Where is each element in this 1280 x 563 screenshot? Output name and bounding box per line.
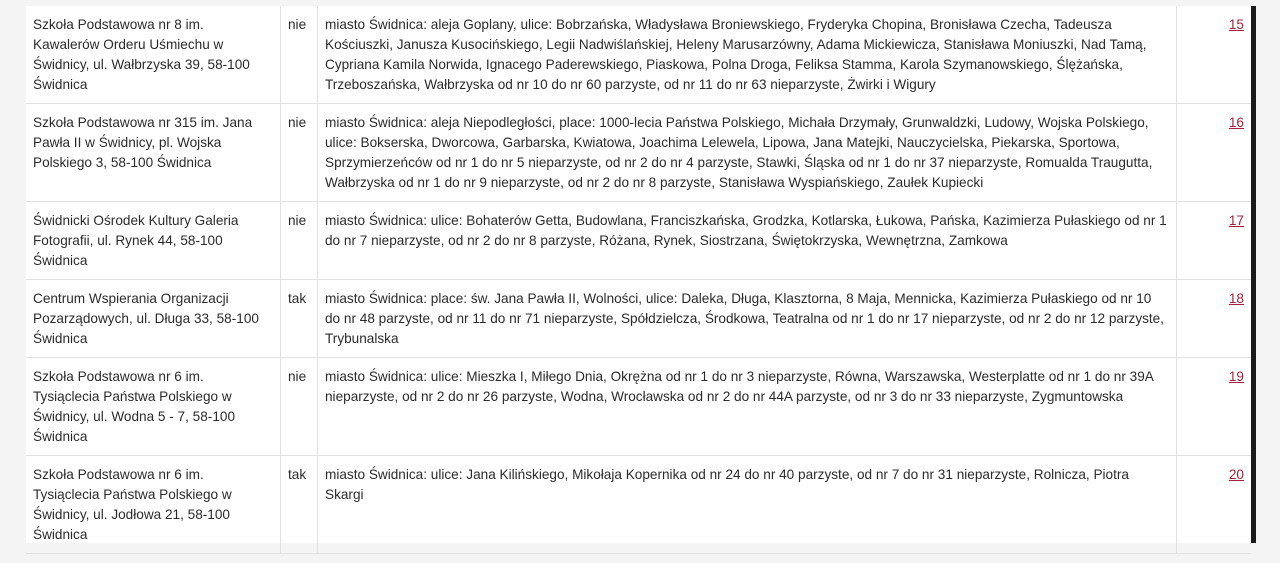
district-streets: miasto Świdnica: ulice: Mieszka I, Miłego Dnia, Okrężna od nr 1 do nr 3 nieparzyste, Równa, Warszawska, Westerplatte od nr 1 do nr 39A nieparzyste, od nr 2 do nr 26 parzyste, Wodna, Wrocławska od nr 2 do nr 44A parzyste, od nr 3 do nr 33 nieparzyste, Zygmuntowska bbox=[318, 358, 1177, 456]
district-streets: miasto Świdnica: place: św. Jana Pawła II, Wolności, ulice: Daleka, Długa, Klasztorna, 8 Maja, Mennicka, Kazimierza Pułaskiego od nr 10 do nr 48 parzyste, od nr 11 do nr 71 nieparzyste, Spółdzielcza, Środkowa, Teatralna od nr 1 do nr 17 nieparzyste, od nr 2 do nr 12 parzyste, Trybunalska bbox=[318, 280, 1177, 358]
polling-station-address: Szkoła Podstawowa nr 6 im. Tysiąclecia Państwa Polskiego w Świdnicy, ul. Jodłowa 21, 58-100 Świdnica bbox=[26, 456, 281, 554]
polling-station-address: Centrum Wspierania Organizacji Pozarządowych, ul. Długa 33, 58-100 Świdnica bbox=[26, 280, 281, 358]
table-row bbox=[26, 456, 1251, 554]
polling-station-address: Szkoła Podstawowa nr 6 im. Tysiąclecia Państwa Polskiego w Świdnicy, ul. Wodna 5 - 7, 58-100 Świdnica bbox=[26, 358, 281, 456]
accessibility-value: nie bbox=[281, 202, 318, 280]
polling-station-address: Szkoła Podstawowa nr 8 im. Kawalerów Orderu Uśmiechu w Świdnicy, ul. Wałbrzyska 39, 58-100 Świdnica bbox=[26, 6, 281, 104]
districts-table-container bbox=[26, 6, 1251, 543]
scrollbar-thumb[interactable] bbox=[1251, 6, 1256, 543]
district-streets: miasto Świdnica: ulice: Jana Kilińskiego, Mikołaja Kopernika od nr 24 do nr 40 parzyste, od nr 7 do nr 31 nieparzyste, Rolnicza, Piotra Skargi bbox=[318, 456, 1177, 554]
district-number-link[interactable]: 20 bbox=[1228, 467, 1244, 482]
district-number-cell bbox=[1177, 6, 1252, 104]
district-number-link[interactable]: 18 bbox=[1228, 291, 1244, 306]
accessibility-value: tak bbox=[281, 280, 318, 358]
accessibility-value: nie bbox=[281, 358, 318, 456]
polling-station-address: Szkoła Podstawowa nr 315 im. Jana Pawła II w Świdnicy, pl. Wojska Polskiego 3, 58-100 Świdnica bbox=[26, 104, 281, 202]
district-streets: miasto Świdnica: ulice: Bohaterów Getta, Budowlana, Franciszkańska, Grodzka, Kotlarska, Łukowa, Pańska, Kazimierza Pułaskiego od nr 1 do nr 7 nieparzyste, od nr 2 do nr 8 parzyste, Różana, Rynek, Siostrzana, Świętokrzyska, Wewnętrzna, Zamkowa bbox=[318, 202, 1177, 280]
accessibility-value: tak bbox=[281, 456, 318, 554]
table-row bbox=[26, 280, 1251, 358]
accessibility-value: nie bbox=[281, 104, 318, 202]
districts-table bbox=[26, 6, 1251, 554]
district-number-cell bbox=[1177, 358, 1252, 456]
district-streets: miasto Świdnica: aleja Niepodległości, place: 1000-lecia Państwa Polskiego, Michała Drzymały, Grunwaldzki, Ludowy, Wojska Polskiego, ulice: Bokserska, Dworcowa, Garbarska, Kwiatowa, Joachima Lelewela, Lipowa, Jana Matejki, Nauczycielska, Piekarska, Sportowa, Sprzymierzeńców od nr 1 do nr 5 nieparzyste, od nr 2 do nr 4 parzyste, Stawki, Śląska od nr 1 do nr 37 nieparzyste, Romualda Traugutta, Wałbrzyska od nr 1 do nr 9 nieparzyste, od nr 2 do nr 8 parzyste, Stanisława Wyspiańskiego, Zaułek Kupiecki bbox=[318, 104, 1177, 202]
district-number-cell bbox=[1177, 202, 1252, 280]
district-number-cell bbox=[1177, 280, 1252, 358]
district-streets: miasto Świdnica: aleja Goplany, ulice: Bobrzańska, Władysława Broniewskiego, Fryderyka Chopina, Bronisława Czecha, Tadeusza Kościuszki, Janusza Kusocińskiego, Legii Nadwiślańskiej, Heleny Marusarzówny, Adama Mickiewicza, Stanisława Moniuszki, Nad Tamą, Cypriana Kamila Norwida, Ignacego Paderewskiego, Piaskowa, Polna Droga, Feliksa Stamma, Karola Szymanowskiego, Ślężańska, Trzeboszańska, Wałbrzyska od nr 10 do nr 60 parzyste, od nr 11 do nr 63 nieparzyste, Żwirki i Wigury bbox=[318, 6, 1177, 104]
table-row bbox=[26, 104, 1251, 202]
district-number-cell bbox=[1177, 104, 1252, 202]
district-number-link[interactable]: 16 bbox=[1228, 115, 1244, 130]
table-row bbox=[26, 6, 1251, 104]
district-number-link[interactable]: 15 bbox=[1228, 17, 1244, 32]
polling-station-address: Świdnicki Ośrodek Kultury Galeria Fotografii, ul. Rynek 44, 58-100 Świdnica bbox=[26, 202, 281, 280]
table-row bbox=[26, 358, 1251, 456]
accessibility-value: nie bbox=[281, 6, 318, 104]
district-number-link[interactable]: 19 bbox=[1228, 369, 1244, 384]
district-number-link[interactable]: 17 bbox=[1228, 213, 1244, 228]
district-number-cell bbox=[1177, 456, 1252, 554]
table-row bbox=[26, 202, 1251, 280]
